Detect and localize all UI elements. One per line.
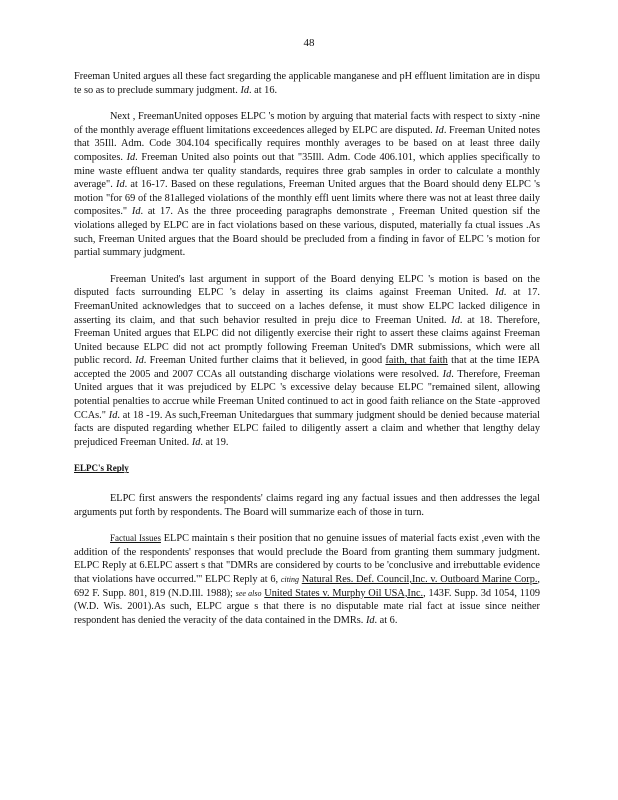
section-heading-text: ELPC's Reply — [74, 463, 129, 474]
text: that at the time IEPA accepted the 2005 and 2007 CCAs all outstanding discharge violations were resolved. — [74, 355, 540, 380]
text: . at 16-17. Based on these regulations, Freeman United argues that the Board should deny ELPC 's motion "for 69 of the 81alleged violations of the monthly effl uent limits where there was not at least three daily composites." — [74, 179, 540, 218]
case-name: Natural Res. Def. Council,Inc. v. Outboard Marine Corp. — [301, 574, 538, 585]
paragraph-factual-issues — [74, 532, 540, 627]
id-citation: Id — [365, 614, 375, 626]
paragraph-laches — [74, 273, 540, 450]
text: . Freeman United further claims that it believed, in good — [143, 355, 383, 367]
id-citation: Id — [108, 409, 118, 421]
text: Freeman United argues all these fact sregarding the applicable manganese and pH effluent limitation are in dispu te so as to preclude summary judgment. — [74, 71, 540, 96]
struck-text: faith, that faith — [385, 355, 448, 367]
text: , 143F. Supp. 3d 1054, 1109 (W.D. Wis. 2001).As such, ELPC argue s that there is no disputable mate rial fact at issue since neither respondent has denied the veracity of the data contained in the DMRs. — [74, 587, 540, 626]
text: . at 6. — [374, 614, 398, 626]
section-heading — [74, 462, 540, 476]
page-number: 48 — [303, 37, 315, 49]
case-name: United States v. Murphy Oil USA,Inc. — [264, 587, 424, 599]
text: . at 18 -19. As such,Freeman Unitedargues that summary judgment should be denied because material facts are disputed regarding whether ELPC failed to diligently assert a claim and whether that lengthy delay prejudiced Freeman United. — [74, 409, 540, 448]
id-citation: Id — [495, 287, 504, 299]
id-citation: Id — [116, 179, 125, 191]
id-citation: Id — [240, 84, 250, 96]
text: ELPC maintain s their position that no genuine issues of material facts exist ,even with the addition of the respondents' responses that would preclude the Board from granting them summary judgment. ELPC Reply at 6.ELPC assert s that "DMRs are considered by courts to be 'conclusive and irrebuttable evidence that violations have occurred.'" ELPC Reply at 6, — [74, 533, 540, 585]
text: . at 17. FreemanUnited acknowledges that to succeed on a laches defense, it must show ELPC lacked diligence in asserting its claim, and that such behavior resulted in preju dice to Freeman United. — [74, 287, 541, 326]
id-citation: Id — [451, 314, 460, 326]
id-citation: Id — [191, 436, 201, 448]
text: . Therefore, Freeman United argues that it was prejudiced by ELPC 's excessive delay because ELPC "remained silent, allowing potential penalties to accrue while Freeman United continued to act in good faith reliance on the State -approved CCAs." — [74, 368, 540, 421]
document-body — [74, 70, 540, 640]
paragraph-monthly-averages — [74, 110, 540, 260]
id-citation: Id — [135, 355, 144, 367]
text: , 692 F. Supp. 801, 819 (N.D.Ill. 1988); — [74, 574, 540, 599]
id-citation: Id — [442, 368, 452, 380]
text: . at 19. — [200, 436, 229, 448]
id-citation: Id — [131, 206, 141, 218]
id-citation: Id — [126, 151, 136, 163]
paragraph-reply-intro: ELPC first answers the respondents' claims regard ing any factual issues and then addresses the legal arguments put forth by respondents. The Board will summarize each of those in turn. — [74, 493, 540, 518]
text: Next , FreemanUnited opposes ELPC 's motion by arguing that material facts with respect to sixty -nine of the monthly average effluent limitations exceedences alleged by ELPC are disputed. — [74, 111, 540, 136]
text: . at 17. As the three proceeding paragraphs demonstrate , Freeman United question sif the violations alleged by ELPC are in fact violations based on these various, disputed, materially fa ctual issues .As such, Freeman United argues that the Board should be precluded from a finding in favor of ELPC 's motion for partial summary judgment. — [74, 206, 541, 259]
text: . Freeman United also points out that "35Ill. Adm. Code 406.101, which applies specifically to mine waste effluent andwa ter quality standards, requires three grab samples in order to calculate a monthly average". — [74, 151, 541, 191]
text: . Freeman United notes that 35Ill. Adm. Code 304.104 specifically requires monthly averages to be based on at least three daily composites. — [74, 124, 540, 163]
signal-citing: citing — [280, 575, 300, 584]
text: Freeman United's last argument in support of the Board denying ELPC 's motion is based on the disputed facts surrounding ELPC 's delay in asserting its claims against Freeman United. — [74, 273, 540, 299]
paragraph-manganese — [74, 70, 540, 97]
text: . at 18. Therefore, Freeman United argues that ELPC did not diligently exercise their right to assert these claims against Freeman United because ELPC did not act promptly following Freeman United's DMR submissions, which were all public record. — [74, 314, 541, 367]
id-citation: Id — [435, 124, 444, 136]
inline-heading: Factual Issues — [110, 533, 161, 544]
text: . at 16. — [249, 84, 278, 96]
signal-see-also: see also — [235, 588, 262, 598]
